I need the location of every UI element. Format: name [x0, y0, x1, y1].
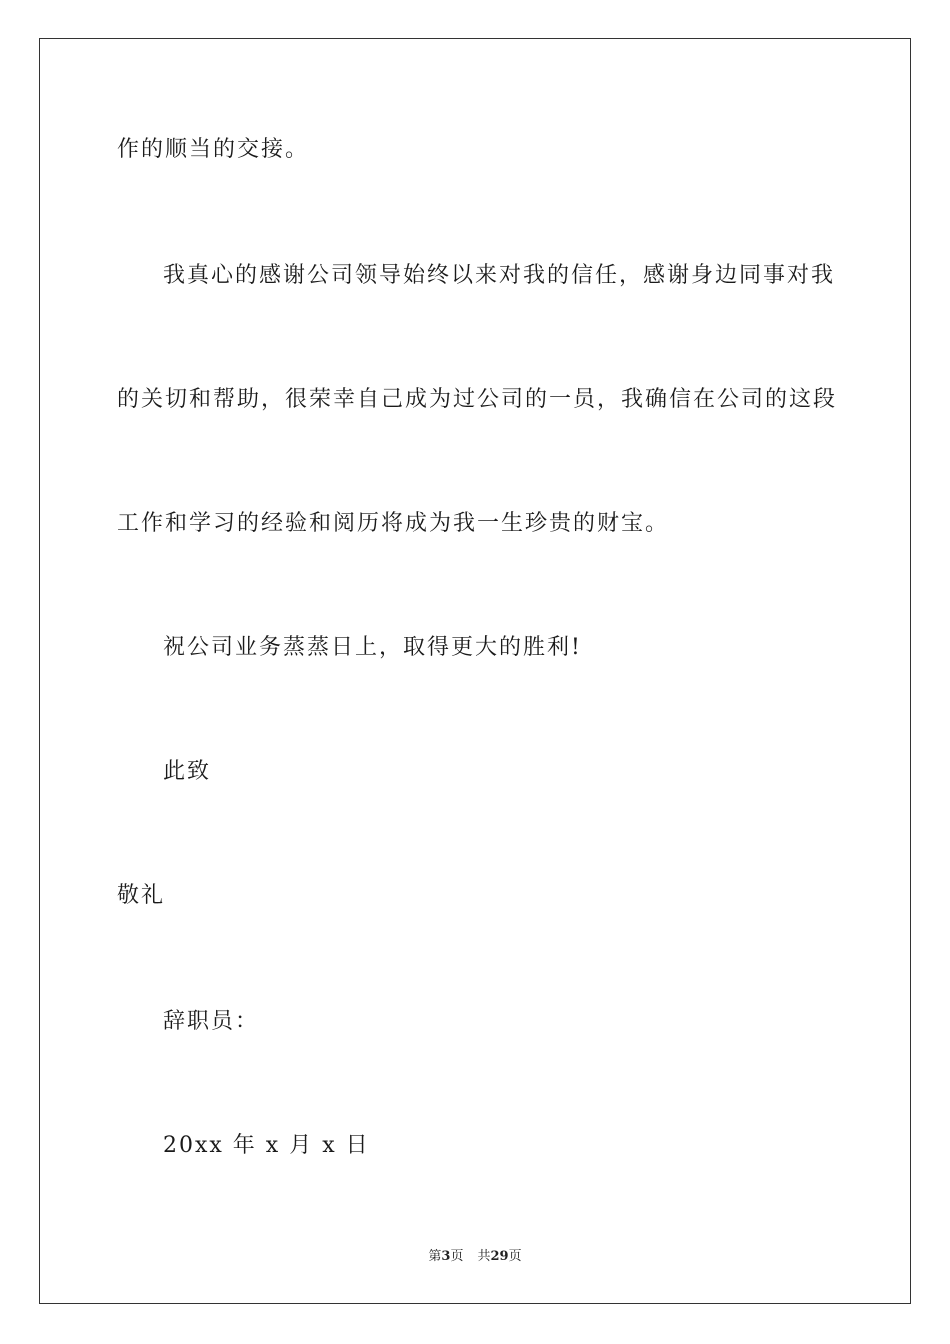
- body-line-3: 的关切和帮助，很荣幸自己成为过公司的一员，我确信在公司的这段: [117, 387, 838, 412]
- salutation-jingli: 敬礼: [117, 883, 166, 908]
- footer-total-pages: 29: [490, 1249, 509, 1264]
- body-line-2: 我真心的感谢公司领导始终以来对我的信任，感谢身边同事对我: [163, 263, 836, 288]
- closing-wish: 祝公司业务蒸蒸日上，取得更大的胜利!: [163, 635, 582, 660]
- body-line-4: 工作和学习的经验和阅历将成为我一生珍贵的财宝。: [117, 511, 670, 536]
- footer-page-unit: 页: [450, 1249, 464, 1264]
- signature-label: 辞职员：: [163, 1009, 260, 1034]
- footer-current-page: 3: [441, 1249, 451, 1264]
- body-line-1: 作的顺当的交接。: [117, 137, 310, 162]
- footer-prefix: 第: [428, 1249, 442, 1264]
- salutation-cizhi: 此致: [163, 759, 212, 784]
- footer-total-unit: 页: [508, 1249, 522, 1264]
- date-line: 20xx 年 x 月 x 日: [163, 1133, 370, 1158]
- page-border: [39, 38, 911, 1304]
- footer-total-prefix: 共: [477, 1249, 491, 1264]
- page-footer: [0, 1248, 950, 1266]
